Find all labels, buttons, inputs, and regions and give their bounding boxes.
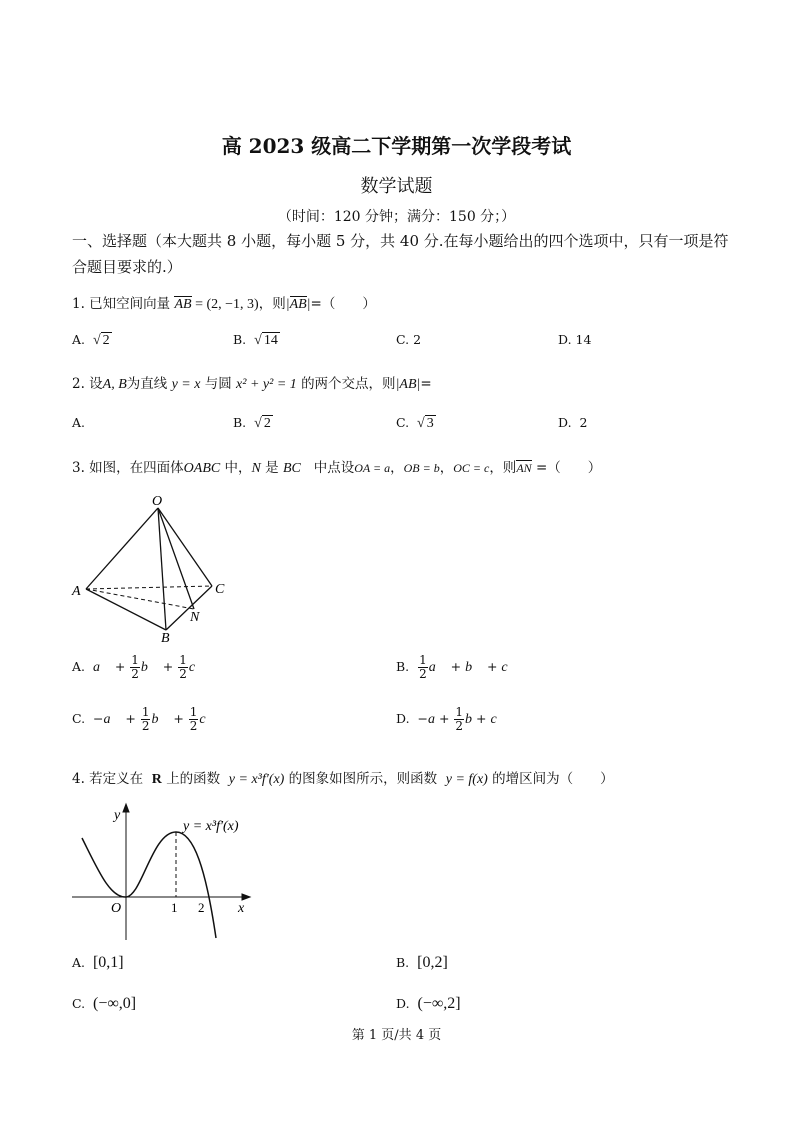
- q2-option-d[interactable]: D. 2: [558, 415, 588, 430]
- q4-option-c[interactable]: C. (−∞,0]: [72, 995, 137, 1012]
- q3-option-c[interactable]: C. −a⃗ + $\frac{1}{2}$ b⃗ + $\frac{1}{2}$ c⃗: [72, 705, 217, 733]
- x-axis-label: x: [238, 901, 245, 916]
- curve-label: y = x³f′(x): [183, 819, 239, 834]
- q1-option-d[interactable]: D. 14: [558, 332, 592, 347]
- time-info: （时间：120 分钟；满分：150 分；）: [277, 209, 516, 225]
- label-b: B: [161, 631, 170, 645]
- exam-title: 高 2023 级高二下学期第一次学段考试: [221, 134, 572, 158]
- question-4: 4. 若定义在 R 上的函数 y = x³f′(x) 的图象如图所示，则函数 y = f(x) 的增区间为（ ）: [72, 771, 614, 787]
- tick-2: 2: [198, 900, 205, 915]
- label-a: A: [72, 584, 81, 599]
- label-o: O: [152, 494, 163, 509]
- q4-option-d[interactable]: D. (−∞,2]: [396, 995, 461, 1012]
- tetrahedron-figure: [70, 490, 240, 645]
- origin-label: O: [111, 901, 122, 916]
- q1-option-c[interactable]: C. 2: [396, 332, 422, 347]
- q2-option-b[interactable]: B. √ 2: [233, 415, 271, 431]
- q4-option-a[interactable]: A. [0,1]: [72, 954, 124, 971]
- q4-option-b[interactable]: B. [0,2]: [396, 954, 448, 971]
- q3-option-b[interactable]: B. $\frac{1}{2}$ a⃗ + b⃗ + c⃗: [396, 653, 519, 681]
- q3-option-d[interactable]: D. −a + $\frac{1}{2}$ b + c: [396, 705, 497, 733]
- label-c: C: [215, 582, 225, 597]
- q2-option-a[interactable]: A.: [72, 415, 86, 430]
- y-axis-label: y: [114, 808, 121, 823]
- tick-1: 1: [171, 900, 178, 915]
- q1-option-b[interactable]: B. √ 14: [233, 332, 278, 348]
- question-3: 3. 如图，在四面体OABC 中，N 是 BC 中点设OA = a，OB = b，OC = c，则AN =（ ）: [72, 460, 602, 476]
- question-1: 1. 已知空间向量 AB = (2, −1, 3)，则|AB|=（ ）: [72, 296, 376, 312]
- question-2: 2. 设A, B为直线 y = x 与圆 x² + y² = 1 的两个交点，则|AB|=: [72, 376, 432, 392]
- q2-option-c[interactable]: C. √ 3: [396, 415, 434, 431]
- page-footer: 第 1 页/共 4 页: [351, 1028, 442, 1043]
- q1-option-a[interactable]: A. √ 2: [72, 332, 110, 348]
- subject-title: 数学试题: [360, 176, 433, 197]
- curve: [82, 832, 216, 938]
- vector-ab: AB: [174, 297, 192, 312]
- section-heading: 一、选择题（本大题共 8 小题，每小题 5 分，共 40 分.在每小题给出的四个选项中，只有一项是符合题目要求的.）: [72, 232, 729, 276]
- q3-option-a[interactable]: A. a⃗ + $\frac{1}{2}$ b⃗ + $\frac{1}{2}$ c⃗: [72, 653, 206, 681]
- label-n: N: [190, 610, 200, 625]
- function-graph: [70, 800, 260, 945]
